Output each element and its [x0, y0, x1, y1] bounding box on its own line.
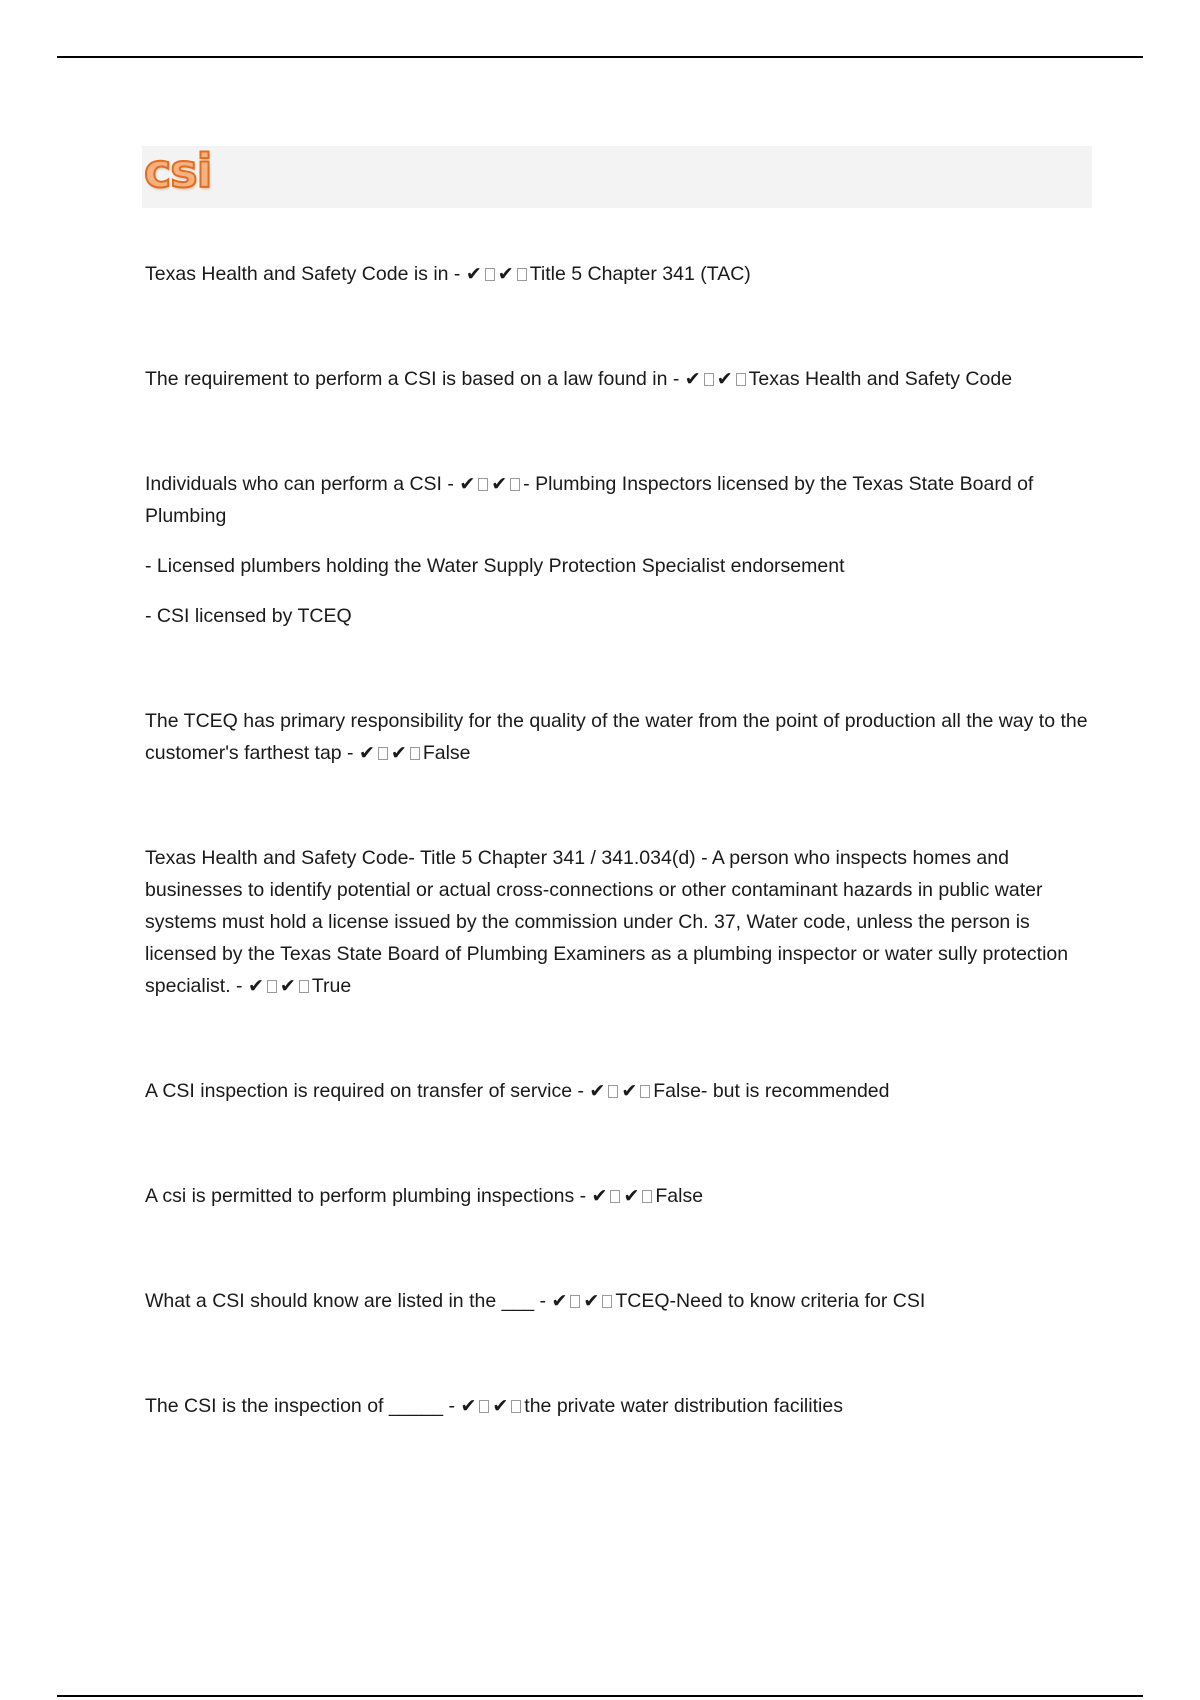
checkmark-icon: ✔	[459, 473, 476, 495]
checkmark-icon: ✔	[591, 1185, 608, 1207]
question-text: Texas Health and Safety Code- Title 5 Chapter 341 / 341.034(d) - A person who inspects homes and businesses to identify potential or actual cross-connections or other contaminant hazards in public water systems must hold a license issued by the commission under Ch. 37, Water code, unless the person is licensed by the Texas State Board of Plumbing Examiners as a plumbing inspector or water sully protection specialist.	[145, 847, 1069, 997]
answer-text: False	[655, 1185, 704, 1207]
question-text: The requirement to perform a CSI is based on a law found in	[145, 368, 668, 390]
separator: -	[667, 368, 685, 390]
qa-item	[145, 1390, 1100, 1422]
checkmark-icon: ✔	[247, 975, 264, 997]
qa-item	[145, 1075, 1100, 1107]
checkmark-icon: ✔	[589, 1080, 606, 1102]
separator: -	[443, 1395, 461, 1417]
qa-item	[145, 1285, 1100, 1317]
checkmark-icon: ✔	[492, 1395, 509, 1417]
empty-box-icon	[517, 268, 527, 281]
separator: -	[341, 742, 359, 764]
empty-box-icon	[511, 1400, 521, 1413]
empty-box-icon	[640, 1085, 650, 1098]
question-text: A CSI inspection is required on transfer of service	[145, 1080, 573, 1102]
qa-item	[145, 258, 1100, 290]
checkmark-icon: ✔	[716, 368, 733, 390]
empty-box-icon	[478, 478, 488, 491]
qa-item	[145, 363, 1100, 395]
document-title: csi	[144, 144, 212, 198]
qa-item	[145, 705, 1100, 769]
question-text: The TCEQ has primary responsibility for the quality of the water from the point of production all the way to the customer's farthest tap	[145, 710, 1088, 764]
empty-box-icon	[378, 747, 388, 760]
qa-item	[145, 842, 1100, 1002]
empty-box-icon	[479, 1400, 489, 1413]
checkmark-icon: ✔	[551, 1290, 568, 1312]
qa-line	[145, 468, 1100, 532]
checkmark-icon: ✔	[390, 742, 407, 764]
empty-box-icon	[736, 373, 746, 386]
qa-line	[145, 258, 1100, 290]
checkmark-icon: ✔	[623, 1185, 640, 1207]
checkmark-icon: ✔	[684, 368, 701, 390]
separator: -	[572, 1080, 590, 1102]
checkmark-icon: ✔	[358, 742, 375, 764]
checkmark-icon: ✔	[465, 263, 482, 285]
qa-item	[145, 468, 1100, 632]
qa-list	[145, 258, 1100, 1422]
question-text: What a CSI should know are listed in the ___	[145, 1290, 535, 1312]
empty-box-icon	[510, 478, 520, 491]
qa-line	[145, 705, 1100, 769]
bottom-rule	[57, 1695, 1143, 1697]
empty-box-icon	[602, 1295, 612, 1308]
question-text: The CSI is the inspection of _____	[145, 1395, 444, 1417]
answer-text: - Plumbing Inspectors licensed by the Texas State Board of Plumbing	[145, 473, 1034, 527]
answer-extra-line: - Licensed plumbers holding the Water Supply Protection Specialist endorsement	[145, 555, 845, 577]
question-text: Texas Health and Safety Code is in	[145, 263, 449, 285]
empty-box-icon	[570, 1295, 580, 1308]
empty-box-icon	[485, 268, 495, 281]
empty-box-icon	[642, 1190, 652, 1203]
separator: -	[441, 473, 460, 495]
answer-text: False- but is recommended	[653, 1080, 890, 1102]
empty-box-icon	[299, 980, 309, 993]
qa-line	[145, 1390, 1100, 1422]
qa-item	[145, 1180, 1100, 1212]
answer-text: False	[422, 742, 471, 764]
separator: -	[448, 263, 466, 285]
answer-extra-line: - CSI licensed by TCEQ	[145, 605, 352, 627]
separator: -	[230, 975, 248, 997]
answer-text: Texas Health and Safety Code	[748, 368, 1013, 390]
question-text: Individuals who can perform a CSI	[145, 473, 442, 495]
answer-text: TCEQ-Need to know criteria for CSI	[615, 1290, 926, 1312]
empty-box-icon	[410, 747, 420, 760]
qa-line	[145, 363, 1100, 395]
empty-box-icon	[610, 1190, 620, 1203]
checkmark-icon: ✔	[621, 1080, 638, 1102]
checkmark-icon: ✔	[497, 263, 514, 285]
qa-line	[145, 842, 1100, 1002]
empty-box-icon	[704, 373, 714, 386]
question-text: A csi is permitted to perform plumbing inspections	[145, 1185, 575, 1207]
top-rule	[57, 56, 1143, 58]
qa-line	[145, 1285, 1100, 1317]
answer-text: True	[311, 975, 352, 997]
document-title-bar	[142, 146, 1092, 208]
checkmark-icon: ✔	[460, 1395, 477, 1417]
checkmark-icon: ✔	[583, 1290, 600, 1312]
separator: -	[534, 1290, 552, 1312]
checkmark-icon: ✔	[491, 473, 508, 495]
empty-box-icon	[608, 1085, 618, 1098]
answer-text: the private water distribution facilities	[524, 1395, 843, 1417]
empty-box-icon	[267, 980, 277, 993]
checkmark-icon: ✔	[279, 975, 296, 997]
qa-line	[145, 1075, 1100, 1107]
separator: -	[574, 1185, 592, 1207]
qa-line	[145, 1180, 1100, 1212]
answer-text: Title 5 Chapter 341 (TAC)	[529, 263, 751, 285]
